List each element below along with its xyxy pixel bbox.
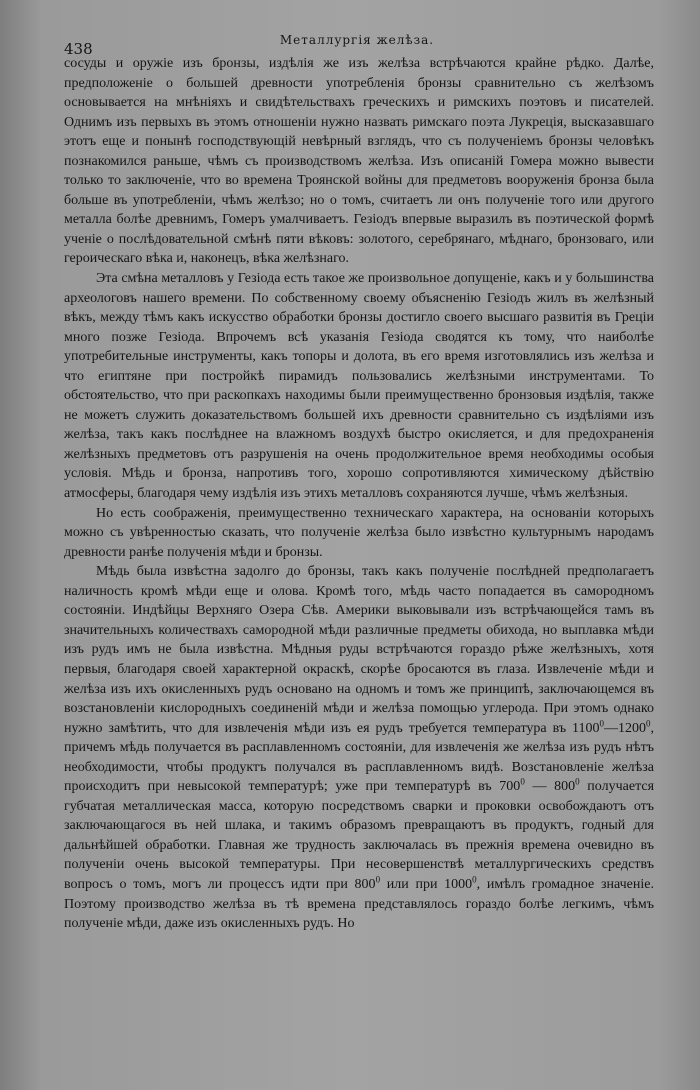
paragraph — [64, 562, 654, 933]
text-run: , имѣлъ громадное значеніе. Поэтому производство желѣза въ тѣ времена представлялось гораздо болѣе легкимъ, чѣмъ полученіе мѣди, даже изъ окисленныхъ рудъ. Но — [64, 876, 654, 932]
degree-superscript: 0 — [646, 717, 651, 728]
paragraph: сосуды и оружіе изъ бронзы, издѣлія же изъ желѣза встрѣчаются крайне рѣдко. Далѣе, предположеніе о большей древности употребленія бронзы сравнительно съ желѣзомъ основывается на мнѣніяхъ и свидѣтельствахъ греческихъ и римскихъ поэтовъ и писателей. Однимъ изъ первыхъ въ этомъ отношеніи нужно назвать римскаго поэта Лукреція, высказавшаго этотъ еще и понынѣ господствующій невѣрный взглядъ, что съ полученіемъ бронзы человѣкъ познакомился раньше, чѣмъ съ производствомъ желѣза. Изъ описаній Гомера можно вывести только то заключеніе, что во времена Троянской войны для предметовъ вооруженія бронза была больше въ употребленіи, чѣмъ желѣзо; но о томъ, считаетъ ли онъ полученіе того или другого металла болѣе древнимъ, Гомеръ умалчиваетъ. Гезіодъ впервые выразилъ въ поэтической формѣ ученіе о послѣдовательной смѣнѣ пяти вѣковъ: золотого, серебрянаго, мѣднаго, бронзоваго, или героическаго вѣка и, наконецъ, вѣка желѣзнаго. — [64, 56, 654, 267]
running-title: Металлургія желѣза. — [279, 33, 435, 47]
paragraph: Эта смѣна металловъ у Гезіода есть такое же произвольное допущеніе, какъ и у большинства археологовъ нашего времени. По собственному своему объясненію Гезіодъ жилъ въ желѣзный вѣкъ, между тѣмъ какъ искусство обработки бронзы достигло своего высшаго развитія въ Греціи много позже Гезіода. Впрочемъ всѣ указанія Гезіода сводятся къ тому, что наиболѣе употребительные инструменты, какъ топоры и долота, въ его время изготовлялись изъ желѣза и что египтяне при постройкѣ пирамидъ пользовались желѣзными инструментами. То обстоятельство, что при раскопкахъ находимы были преимущественно бронзовыя издѣлія, также не можетъ служить доказательствомъ большей ихъ древности сравнительно съ издѣліями изъ желѣза, такъ какъ послѣднее на влажномъ воздухѣ быстро окисляется, и для предохраненія желѣзныхъ предметовъ отъ разрушенія на очень продолжительное время необходимы особыя условія. Мѣдь и бронза, напротивъ того, хорошо сопротивляются химическому дѣйствію атмосферы, благодаря чему издѣлія изъ этихъ металловъ сохраняются лучше, чѣмъ желѣзныя. — [64, 271, 654, 502]
degree-superscript: 0 — [375, 874, 381, 885]
degree-superscript: 0 — [575, 776, 580, 787]
degree-superscript: 0 — [599, 717, 604, 728]
degree-superscript: 0 — [520, 776, 525, 787]
degree-superscript: 0 — [472, 874, 477, 885]
text-run: получается губчатая металлическая масса, которую посредствомъ сварки и проковки освобождаютъ отъ заключающагося въ ней шлака, и такимъ образомъ превращаютъ въ продуктъ, годный для дальнѣйшей обработки. Главная же трудность заключалась въ прежнія времена очевидно въ полученіи очень высокой температуры. При несовершенствѣ металлургическихъ средствъ вопросъ о томъ, могъ ли процессъ идти при 800 — [64, 779, 655, 892]
text-run: —1200 — [604, 720, 646, 736]
text-run: или при 1000 — [380, 876, 473, 892]
paragraph: Но есть соображенія, преимущественно техническаго характера, на основаніи которыхъ можно съ увѣренностью сказать, что полученіе желѣза было извѣстно культурнымъ народамъ древности ранѣе полученія мѣди и бронзы. — [64, 505, 654, 560]
body-text — [64, 54, 654, 934]
text-run: Мѣдь была извѣстна задолго до бронзы, такъ какъ полученіе послѣдней предполагаетъ наличность кромѣ мѣди еще и олова. Кромѣ того, мѣдь часто попадается въ самородномъ состояніи. Индѣйцы Верхняго Озера Сѣв. Америки выковывали изъ встрѣчающейся тамъ въ значительныхъ количествахъ самородной мѣди различные предметы обихода, но выплавка мѣди изъ рудъ имъ не была извѣстна. Мѣдныя руды встрѣчаются гораздо рѣже желѣзныхъ, хотя первыя, благодаря своей характерной окраскѣ, скорѣе бросаются въ глаза. Извлеченіе мѣди и желѣза изъ ихъ окисленныхъ рудъ основано на одномъ и томъ же принципѣ, заключающемся въ возстановленіи кислородныхъ соединеній мѣди и желѣза помощью углерода. При этомъ однако нужно замѣтить, что для извлеченія мѣди изъ ея рудъ требуется температура въ 1100 — [64, 564, 654, 736]
text-run: — 800 — [524, 779, 576, 795]
page-number: 438 — [64, 40, 93, 58]
text-run: , причемъ мѣдь получается въ расплавленномъ состояніи, для извлеченія же желѣза изъ рудъ нѣтъ необходимости, чтобы продуктъ получался въ расплавленномъ видѣ. Возстановленіе желѣза происходитъ при невысокой температурѣ; уже при температурѣ въ 700 — [64, 720, 654, 795]
page-header — [64, 30, 650, 58]
